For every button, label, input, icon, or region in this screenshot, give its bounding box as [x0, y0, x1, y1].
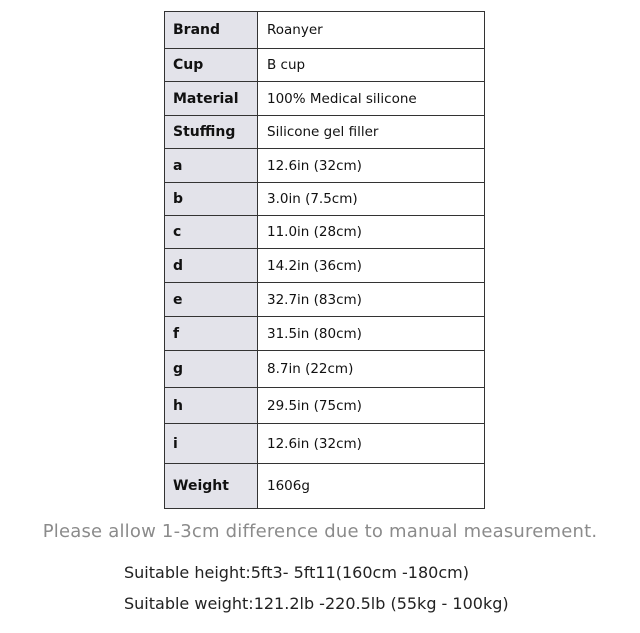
spec-value: B cup: [258, 49, 485, 82]
spec-value: 29.5in (75cm): [258, 388, 485, 424]
spec-value: 12.6in (32cm): [258, 424, 485, 464]
spec-table: [164, 11, 485, 509]
spec-label: g: [165, 351, 258, 388]
spec-value: 100% Medical silicone: [258, 82, 485, 116]
spec-label: c: [165, 216, 258, 249]
spec-label: a: [165, 149, 258, 183]
spec-value: Roanyer: [258, 12, 485, 49]
spec-label: e: [165, 283, 258, 317]
suitable-height: Suitable height:5ft3- 5ft11(160cm -180cm): [124, 563, 469, 582]
spec-value: 1606g: [258, 464, 485, 509]
spec-label: f: [165, 317, 258, 351]
table-row: [165, 317, 485, 351]
table-row: [165, 183, 485, 216]
spec-label: Cup: [165, 49, 258, 82]
spec-label: d: [165, 249, 258, 283]
spec-label: i: [165, 424, 258, 464]
spec-value: 14.2in (36cm): [258, 249, 485, 283]
spec-label: Weight: [165, 464, 258, 509]
table-row: [165, 464, 485, 509]
suitable-weight: Suitable weight:121.2lb -220.5lb (55kg - 100kg): [124, 594, 509, 613]
spec-label: b: [165, 183, 258, 216]
spec-value: 11.0in (28cm): [258, 216, 485, 249]
table-row: [165, 388, 485, 424]
measurement-note: Please allow 1-3cm difference due to manual measurement.: [42, 521, 598, 542]
spec-value: 3.0in (7.5cm): [258, 183, 485, 216]
table-row: [165, 82, 485, 116]
spec-value: Silicone gel filler: [258, 116, 485, 149]
spec-label: Brand: [165, 12, 258, 49]
spec-value: 32.7in (83cm): [258, 283, 485, 317]
table-row: [165, 249, 485, 283]
table-row: [165, 283, 485, 317]
table-row: [165, 116, 485, 149]
spec-label: Material: [165, 82, 258, 116]
table-row: [165, 424, 485, 464]
spec-label: Stuffing: [165, 116, 258, 149]
spec-value: 8.7in (22cm): [258, 351, 485, 388]
spec-label: h: [165, 388, 258, 424]
table-row: [165, 12, 485, 49]
table-row: [165, 351, 485, 388]
table-row: [165, 149, 485, 183]
spec-value: 12.6in (32cm): [258, 149, 485, 183]
table-row: [165, 216, 485, 249]
table-row: [165, 49, 485, 82]
spec-value: 31.5in (80cm): [258, 317, 485, 351]
